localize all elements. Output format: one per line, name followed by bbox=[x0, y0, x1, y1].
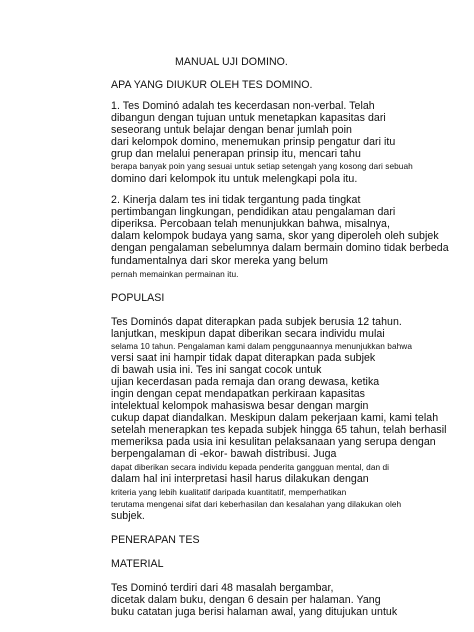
paragraph-line: Tes Dominó terdiri dari 48 masalah bergambar, bbox=[111, 582, 334, 594]
paragraph-line: 1. Tes Dominó adalah tes kecerdasan non-verbal. Telah bbox=[111, 100, 375, 112]
paragraph-line: berpengalaman di -ekor- bawah distribusi. Juga bbox=[111, 448, 337, 460]
paragraph-line: dengan pengalaman sebelumnya dalam bermain domino tidak berbeda bbox=[111, 242, 449, 254]
paragraph-line: buku catatan juga berisi halaman awal, yang ditujukan untuk bbox=[111, 606, 398, 618]
paragraph-line: grup dan melalui penerapan prinsip itu, mencari tahu bbox=[111, 148, 361, 160]
paragraph-line: lanjutkan, meskipun dapat diberikan secara individu mulai bbox=[111, 328, 385, 340]
paragraph-line: pernah memainkan permainan itu. bbox=[111, 269, 239, 279]
paragraph-line: dicetak dalam buku, dengan 6 desain per halaman. Yang bbox=[111, 594, 381, 606]
paragraph-line: selama 10 tahun. Pengalaman kami dalam penggunaannya menunjukkan bahwa bbox=[111, 341, 413, 351]
paragraph-line: terutama mengenai sifat dari keberhasilan dan kesalahan yang dilakukan oleh bbox=[111, 499, 402, 509]
section-heading: MATERIAL bbox=[111, 558, 164, 570]
paragraph-line: fundamentalnya dari skor mereka yang belum bbox=[111, 255, 329, 267]
section-heading: APA YANG DIUKUR OLEH TES DOMINO. bbox=[111, 79, 313, 91]
paragraph-line: diperiksa. Percobaan telah menunjukkan bahwa, misalnya, bbox=[111, 218, 390, 230]
paragraph-line: ingin dengan cepat mendapatkan perkiraan kapasitas bbox=[111, 388, 365, 400]
paragraph-line: setelah menerapkan tes kepada subjek hingga 65 tahun, telah berhasil bbox=[111, 424, 447, 436]
paragraph-line: di bawah usia ini. Tes ini sangat cocok untuk bbox=[111, 364, 322, 376]
paragraph-line: dapat diberikan secara individu kepada penderita gangguan mental, dan di bbox=[111, 462, 390, 472]
paragraph-line: dibangun dengan tujuan untuk menetapkan kapasitas dari bbox=[111, 112, 386, 124]
paragraph-line: dalam kelompok budaya yang sama, skor yang diperoleh oleh subjek bbox=[111, 230, 439, 242]
paragraph-line: domino dari kelompok itu untuk melengkapi pola itu. bbox=[111, 173, 358, 185]
paragraph-line: kriteria yang lebih kualitatif daripada kuantitatif, memperhatikan bbox=[111, 487, 347, 497]
paragraph-line: seseorang untuk belajar dengan benar jumlah poin bbox=[111, 124, 352, 136]
paragraph-line: dari kelompok domino, menemukan prinsip pengatur dari itu bbox=[111, 136, 396, 148]
paragraph-line: berapa banyak poin yang sesuai untuk setiap setengah yang kosong dari sebuah bbox=[111, 161, 413, 171]
paragraph-line: subjek. bbox=[111, 510, 145, 522]
paragraph-line: intelektual kelompok mahasiswa besar dengan margin bbox=[111, 400, 369, 412]
paragraph-line: ujian kecerdasan pada remaja dan orang dewasa, ketika bbox=[111, 376, 380, 388]
paragraph-line: dalam hal ini interpretasi hasil harus dilakukan dengan bbox=[111, 473, 369, 485]
paragraph-line: pertimbangan lingkungan, pendidikan atau pengalaman dari bbox=[111, 206, 396, 218]
section-heading: PENERAPAN TES bbox=[111, 534, 200, 546]
paragraph-line: memeriksa pada usia ini kesulitan pelaksanaan yang serupa dengan bbox=[111, 436, 436, 448]
paragraph-line: 2. Kinerja dalam tes ini tidak tergantung pada tingkat bbox=[111, 194, 361, 206]
paragraph-line: versi saat ini hampir tidak dapat diterapkan pada subjek bbox=[111, 352, 376, 364]
paragraph-line: Tes Dominós dapat diterapkan pada subjek berusia 12 tahun. bbox=[111, 316, 402, 328]
document-title: MANUAL UJI DOMINO. bbox=[175, 56, 288, 68]
paragraph-line: cukup dapat diandalkan. Meskipun dalam pekerjaan kami, kami telah bbox=[111, 412, 439, 424]
section-heading: POPULASI bbox=[111, 292, 165, 304]
